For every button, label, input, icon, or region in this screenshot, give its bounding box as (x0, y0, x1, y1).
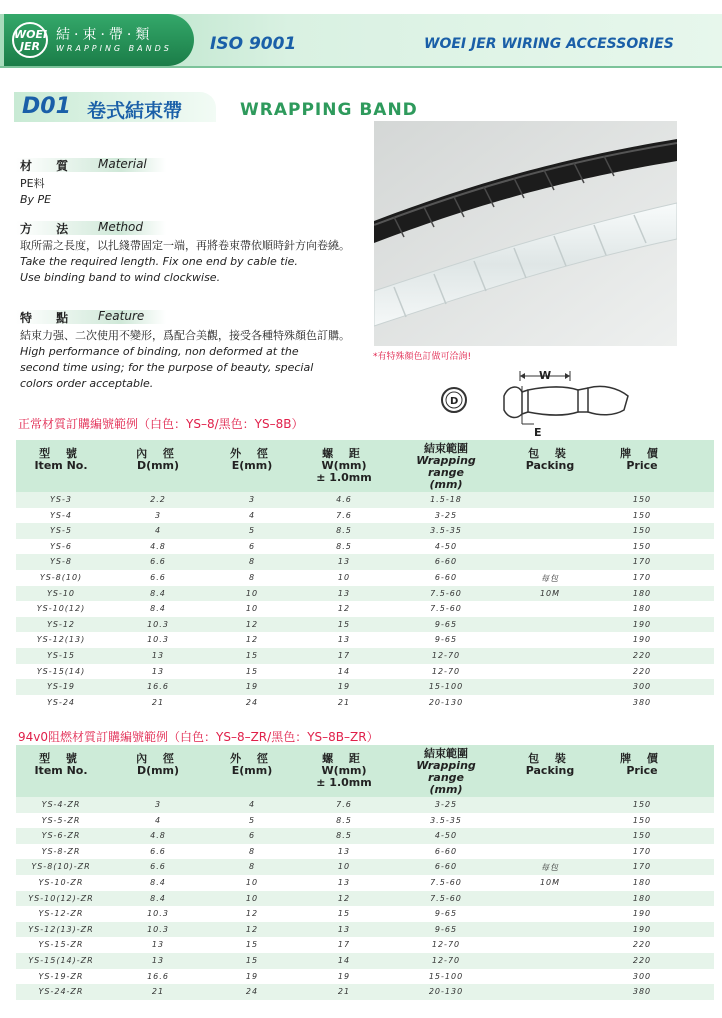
range-cell: 12-70 (431, 955, 461, 965)
outer-diameter-cell: 10 (245, 877, 259, 887)
product-code: D01 (22, 94, 71, 119)
table-row (16, 937, 714, 953)
inner-diameter-cell: 21 (151, 697, 165, 707)
outer-diameter-cell: 4 (248, 510, 256, 520)
col-range-cn: 結束範圍 (424, 442, 468, 455)
pitch-cell: 10 (337, 862, 351, 872)
col-packing-cn: 包 裝 (528, 447, 572, 460)
price-cell: 150 (632, 831, 652, 841)
col-packing-cn: 包 裝 (528, 752, 572, 765)
table1-header (16, 440, 714, 492)
item-no-cell: YS-4 (50, 510, 72, 520)
table-row (16, 570, 714, 586)
outer-diameter-cell: 10 (245, 588, 259, 598)
outer-diameter-cell: 19 (245, 971, 259, 981)
price-cell: 220 (632, 955, 652, 965)
pitch-cell: 8.5 (336, 831, 352, 841)
price-cell: 190 (632, 619, 652, 629)
table-row (16, 969, 714, 985)
col-w-tol: ± 1.0mm (316, 776, 372, 789)
col-d-cn: 內 徑 (136, 752, 180, 765)
price-cell: 180 (632, 877, 652, 887)
price-cell: 170 (632, 846, 652, 856)
col-range-en2: range (427, 771, 464, 784)
item-no-cell: YS-8(10) (39, 572, 83, 582)
table-row (16, 844, 714, 860)
logo-chinese: 結·束·帶·類 (56, 27, 154, 43)
outer-diameter-cell: 12 (245, 909, 259, 919)
range-cell: 7.5-60 (430, 893, 462, 903)
pitch-cell: 21 (337, 987, 351, 997)
table1-title: 正常材質訂購編號範例（白色：YS–8/黑色：YS–8B） (18, 417, 304, 431)
pitch-cell: 13 (337, 877, 351, 887)
inner-diameter-cell: 13 (151, 650, 165, 660)
pitch-cell: 12 (337, 893, 351, 903)
table-row (16, 813, 714, 829)
method-heading-en: Method (98, 220, 144, 234)
range-cell: 9-65 (434, 635, 458, 645)
pitch-cell: 12 (337, 604, 351, 614)
method-heading-cn: 方 法 (20, 222, 79, 236)
table-row (16, 601, 714, 617)
item-no-cell: YS-15-ZR (38, 940, 84, 950)
inner-diameter-cell: 10.3 (147, 619, 169, 629)
outer-diameter-cell: 8 (248, 862, 256, 872)
price-cell: 300 (632, 971, 652, 981)
item-no-cell: YS-8 (50, 557, 72, 567)
range-cell: 6-60 (434, 862, 458, 872)
inner-diameter-cell: 3 (154, 800, 162, 809)
price-cell: 180 (632, 588, 652, 598)
method-text-en-2: Use binding band to wind clockwise. (20, 271, 221, 284)
table-row (16, 891, 714, 907)
pitch-cell: 8.5 (336, 541, 352, 551)
price-cell: 220 (632, 940, 652, 950)
range-cell: 7.5-60 (430, 588, 462, 598)
feature-text-en-3: colors order acceptable. (20, 377, 154, 390)
logo-mark: WOEI JER (12, 22, 48, 58)
price-cell: 380 (632, 987, 652, 997)
item-no-cell: YS-10 (46, 588, 76, 598)
outer-diameter-cell: 5 (248, 815, 256, 825)
inner-diameter-cell: 2.2 (150, 495, 166, 504)
range-cell: 6-60 (434, 557, 458, 567)
price-cell: 150 (632, 495, 652, 504)
item-no-cell: YS-6 (50, 541, 72, 551)
table-row (16, 617, 714, 633)
price-cell: 150 (632, 510, 652, 520)
inner-diameter-cell: 6.6 (150, 862, 166, 872)
table-row (16, 953, 714, 969)
method-text-cn: 取所需之長度，以扎綫帶固定一端，再將卷束帶依順時針方向卷繞。 (20, 239, 350, 252)
item-no-cell: YS-15 (46, 650, 76, 660)
outer-diameter-cell: 10 (245, 604, 259, 614)
range-cell: 4-50 (434, 541, 458, 551)
col-d-en: D(mm) (136, 764, 180, 777)
table-row (16, 695, 714, 711)
col-packing-en: Packing (525, 459, 575, 472)
price-cell: 150 (632, 526, 652, 536)
packing-cell: 10M (539, 877, 561, 887)
table-row (16, 539, 714, 555)
range-cell: 20-130 (428, 697, 464, 707)
range-cell: 3.5-35 (430, 815, 462, 825)
outer-diameter-cell: 5 (248, 526, 256, 536)
material-heading-en: Material (98, 157, 147, 171)
inner-diameter-cell: 10.3 (147, 635, 169, 645)
range-cell: 12-70 (431, 940, 461, 950)
pitch-cell: 15 (337, 909, 351, 919)
range-cell: 9-65 (434, 909, 458, 919)
table-row (16, 664, 714, 680)
product-title-english: WRAPPING BAND (240, 100, 418, 120)
feature-heading-cn: 特 點 (20, 311, 79, 325)
pitch-cell: 13 (337, 588, 351, 598)
packing-cell: 每包 (541, 573, 559, 583)
pitch-cell: 4.6 (336, 495, 352, 504)
range-cell: 7.5-60 (430, 877, 462, 887)
table-row (16, 859, 714, 875)
inner-diameter-cell: 3 (154, 510, 162, 520)
outer-diameter-cell: 8 (248, 557, 256, 567)
range-cell: 6-60 (434, 572, 458, 582)
range-cell: 7.5-60 (430, 604, 462, 614)
col-item-cn: 型 號 (39, 447, 83, 460)
item-no-cell: YS-19 (46, 682, 76, 692)
item-no-cell: YS-10(12)-ZR (28, 893, 94, 903)
range-cell: 1.5-18 (430, 495, 462, 504)
item-no-cell: YS-4-ZR (41, 800, 81, 809)
table-row (16, 828, 714, 844)
table2-header (16, 745, 714, 797)
outer-diameter-cell: 3 (248, 495, 256, 504)
pitch-cell: 19 (337, 971, 351, 981)
price-cell: 190 (632, 635, 652, 645)
col-item-en: Item No. (34, 459, 88, 472)
inner-diameter-cell: 13 (151, 955, 165, 965)
inner-diameter-cell: 13 (151, 940, 165, 950)
outer-diameter-cell: 8 (248, 846, 256, 856)
item-no-cell: YS-10-ZR (38, 877, 84, 887)
table-row (16, 906, 714, 922)
item-no-cell: YS-15(14)-ZR (28, 955, 94, 965)
price-cell: 170 (632, 572, 652, 582)
outer-diameter-cell: 15 (245, 650, 259, 660)
col-item-en: Item No. (34, 764, 88, 777)
outer-diameter-cell: 12 (245, 635, 259, 645)
col-d-cn: 內 徑 (136, 447, 180, 460)
pitch-cell: 13 (337, 557, 351, 567)
inner-diameter-cell: 16.6 (147, 971, 169, 981)
outer-diameter-cell: 6 (248, 541, 256, 551)
inner-diameter-cell: 4 (154, 815, 162, 825)
inner-diameter-cell: 10.3 (147, 924, 169, 934)
pitch-cell: 13 (337, 924, 351, 934)
outer-diameter-cell: 10 (245, 893, 259, 903)
dimension-diagram (438, 366, 638, 440)
table-row (16, 586, 714, 602)
range-cell: 3-25 (434, 510, 458, 520)
col-e-cn: 外 徑 (230, 447, 274, 460)
inner-diameter-cell: 21 (151, 987, 165, 997)
outer-diameter-cell: 12 (245, 619, 259, 629)
inner-diameter-cell: 8.4 (150, 893, 166, 903)
range-cell: 3-25 (434, 800, 458, 809)
pitch-cell: 17 (337, 940, 351, 950)
feature-text-cn: 結束力强、二次使用不變形，爲配合美觀，接受各種特殊顏色訂購。 (20, 329, 350, 342)
range-cell: 9-65 (434, 619, 458, 629)
inner-diameter-cell: 13 (151, 666, 165, 676)
item-no-cell: YS-24-ZR (38, 987, 84, 997)
outer-diameter-cell: 15 (245, 666, 259, 676)
col-range-en1: Wrapping (416, 759, 476, 772)
pitch-cell: 14 (337, 955, 351, 965)
pitch-cell: 21 (337, 697, 351, 707)
inner-diameter-cell: 16.6 (147, 682, 169, 692)
inner-diameter-cell: 6.6 (150, 557, 166, 567)
price-cell: 190 (632, 924, 652, 934)
custom-color-note: *有特殊顏色訂做可洽詢! (373, 352, 472, 362)
product-photo (374, 121, 677, 346)
col-range-en3: (mm) (429, 783, 463, 796)
outer-diameter-cell: 8 (248, 572, 256, 582)
pitch-cell: 13 (337, 846, 351, 856)
table-row (16, 797, 714, 813)
inner-diameter-cell: 4.8 (150, 831, 166, 841)
outer-diameter-cell: 24 (245, 987, 259, 997)
price-cell: 220 (632, 666, 652, 676)
col-w-tol: ± 1.0mm (316, 471, 372, 484)
price-cell: 150 (632, 800, 652, 809)
outer-diameter-cell: 15 (245, 940, 259, 950)
price-cell: 380 (632, 697, 652, 707)
inner-diameter-cell: 4 (154, 526, 162, 536)
diagram-label-w: W (539, 369, 552, 382)
product-title-chinese: 卷式結束帶 (87, 100, 183, 122)
item-no-cell: YS-8(10)-ZR (31, 862, 91, 872)
range-cell: 12-70 (431, 666, 461, 676)
inner-diameter-cell: 6.6 (150, 572, 166, 582)
col-range-cn: 結束範圍 (424, 747, 468, 760)
range-cell: 4-50 (434, 831, 458, 841)
item-no-cell: YS-12(13) (36, 635, 86, 645)
price-cell: 220 (632, 650, 652, 660)
price-cell: 190 (632, 909, 652, 919)
col-item-cn: 型 號 (39, 752, 83, 765)
col-price-en: Price (626, 459, 658, 472)
material-heading-cn: 材 質 (20, 159, 79, 173)
material-text-en: By PE (20, 193, 52, 206)
item-no-cell: YS-24 (46, 697, 76, 707)
col-d-en: D(mm) (136, 459, 180, 472)
range-cell: 12-70 (431, 650, 461, 660)
item-no-cell: YS-12-ZR (38, 909, 84, 919)
iso-label: ISO 9001 (210, 34, 297, 54)
item-no-cell: YS-15(14) (36, 666, 86, 676)
table-row (16, 492, 714, 508)
outer-diameter-cell: 12 (245, 924, 259, 934)
table-row (16, 922, 714, 938)
inner-diameter-cell: 8.4 (150, 604, 166, 614)
item-no-cell: YS-3 (50, 495, 72, 504)
pitch-cell: 8.5 (336, 526, 352, 536)
range-cell: 6-60 (434, 846, 458, 856)
range-cell: 15-100 (428, 971, 464, 981)
feature-text-en-1: High performance of binding, non deformed at the (20, 345, 299, 358)
range-cell: 9-65 (434, 924, 458, 934)
inner-diameter-cell: 4.8 (150, 541, 166, 551)
table-row (16, 508, 714, 524)
col-w-cn: 螺 距 (322, 447, 366, 460)
range-cell: 15-100 (428, 682, 464, 692)
table-row (16, 632, 714, 648)
pitch-cell: 15 (337, 619, 351, 629)
outer-diameter-cell: 24 (245, 697, 259, 707)
table-row (16, 875, 714, 891)
pitch-cell: 13 (337, 635, 351, 645)
packing-cell: 10M (539, 588, 561, 598)
range-cell: 3.5-35 (430, 526, 462, 536)
method-text-en-1: Take the required length. Fix one end by cable tie. (20, 255, 298, 268)
logo-english: WRAPPING BANDS (56, 44, 172, 53)
price-cell: 150 (632, 541, 652, 551)
col-price-cn: 牌 價 (620, 447, 664, 460)
inner-diameter-cell: 10.3 (147, 909, 169, 919)
col-w-en: W(mm) (321, 459, 367, 472)
inner-diameter-cell: 8.4 (150, 877, 166, 887)
diagram-label-d: D (450, 396, 459, 407)
pitch-cell: 17 (337, 650, 351, 660)
col-price-en: Price (626, 764, 658, 777)
col-packing-en: Packing (525, 764, 575, 777)
table2-body (16, 797, 714, 1000)
item-no-cell: YS-5-ZR (41, 815, 81, 825)
table-row (16, 679, 714, 695)
pitch-cell: 8.5 (336, 815, 352, 825)
col-range-en3: (mm) (429, 478, 463, 491)
item-no-cell: YS-12 (46, 619, 76, 629)
range-cell: 20-130 (428, 987, 464, 997)
company-name: WOEI JER WIRING ACCESSORIES (424, 36, 674, 52)
pitch-cell: 14 (337, 666, 351, 676)
col-e-en: E(mm) (231, 459, 273, 472)
outer-diameter-cell: 4 (248, 800, 256, 809)
material-text-cn: PE料 (20, 177, 45, 190)
price-cell: 180 (632, 893, 652, 903)
item-no-cell: YS-5 (50, 526, 72, 536)
inner-diameter-cell: 8.4 (150, 588, 166, 598)
table2-title: 94v0阻燃材質訂購編號範例（白色：YS–8–ZR/黑色：YS–8B–ZR） (18, 730, 379, 744)
packing-cell: 每包 (541, 863, 559, 873)
item-no-cell: YS-12(13)-ZR (28, 924, 94, 934)
outer-diameter-cell: 19 (245, 682, 259, 692)
pitch-cell: 7.6 (336, 800, 352, 809)
item-no-cell: YS-19-ZR (38, 971, 84, 981)
pitch-cell: 10 (337, 572, 351, 582)
feature-heading-en: Feature (98, 309, 145, 323)
price-cell: 150 (632, 815, 652, 825)
outer-diameter-cell: 6 (248, 831, 256, 841)
price-cell: 180 (632, 604, 652, 614)
col-price-cn: 牌 價 (620, 752, 664, 765)
col-w-cn: 螺 距 (322, 752, 366, 765)
price-cell: 300 (632, 682, 652, 692)
price-cell: 170 (632, 862, 652, 872)
feature-text-en-2: second time using; for the purpose of beauty, special (20, 361, 314, 374)
col-w-en: W(mm) (321, 764, 367, 777)
price-cell: 170 (632, 557, 652, 567)
table1-body (16, 492, 714, 710)
item-no-cell: YS-10(12) (36, 604, 86, 614)
pitch-cell: 7.6 (336, 510, 352, 520)
col-range-en2: range (427, 466, 464, 479)
col-e-cn: 外 徑 (230, 752, 274, 765)
outer-diameter-cell: 15 (245, 955, 259, 965)
table-row (16, 984, 714, 1000)
inner-diameter-cell: 6.6 (150, 846, 166, 856)
col-e-en: E(mm) (231, 764, 273, 777)
pitch-cell: 19 (337, 682, 351, 692)
item-no-cell: YS-8-ZR (41, 846, 81, 856)
table-row (16, 523, 714, 539)
col-range-en1: Wrapping (416, 454, 476, 467)
diagram-label-e: E (534, 426, 542, 439)
item-no-cell: YS-6-ZR (41, 831, 81, 841)
table-row (16, 554, 714, 570)
table-row (16, 648, 714, 664)
